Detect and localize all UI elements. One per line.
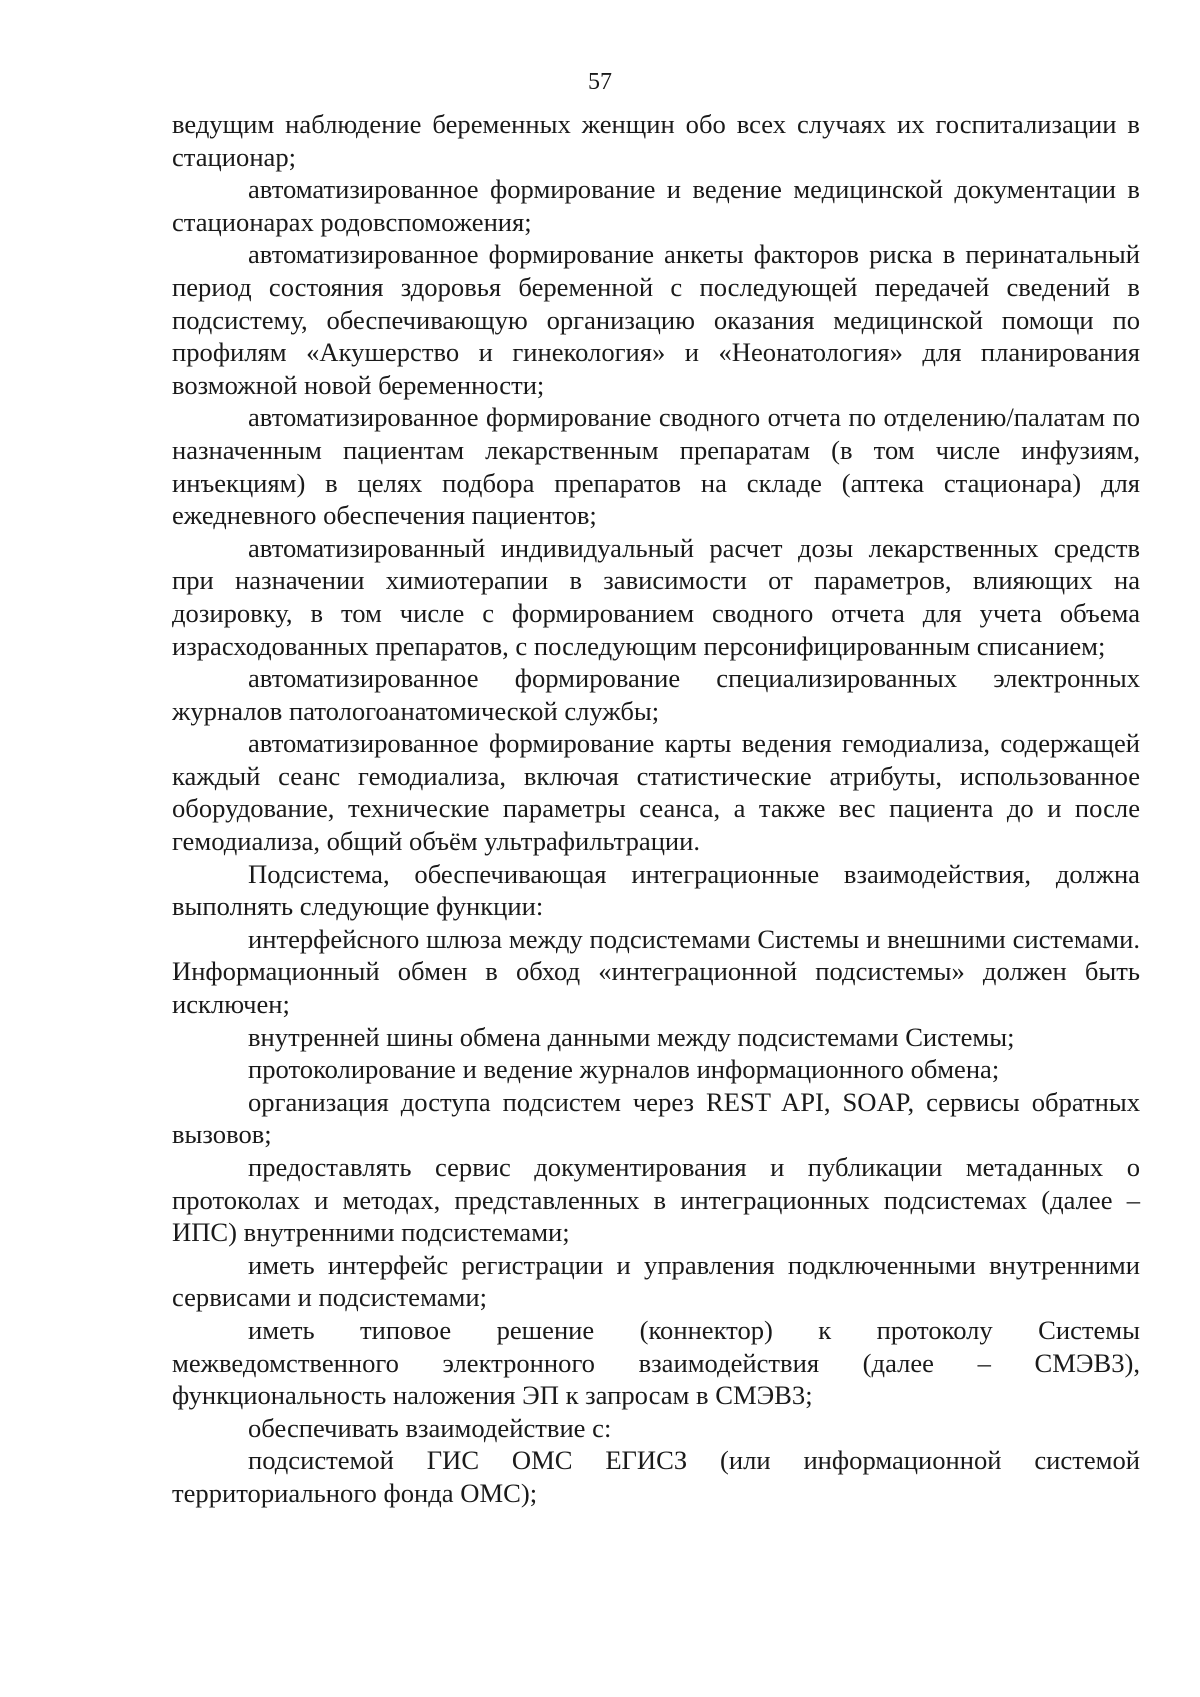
paragraph: интерфейсного шлюза между подсистемами Системы и внешними системами. Информационный обмен в обход «интеграционной подсистемы» должен быть исключен;: [172, 923, 1140, 1020]
page-number: 57: [588, 69, 612, 95]
paragraph: автоматизированное формирование и ведение медицинской документации в стационарах родовспоможения;: [172, 174, 1140, 237]
paragraph: внутренней шины обмена данными между подсистемами Системы;: [248, 1021, 1015, 1052]
paragraph: автоматизированный индивидуальный расчет дозы лекарственных средств при назначении химиотерапии в зависимости от параметров, влияющих на дозировку, в том числе с формированием сводного отчета для учета объема израсходованных препаратов, с последующим персонифицированным списанием;: [172, 532, 1140, 661]
paragraph-continuation: ведущим наблюдение беременных женщин обо всех случаях их госпитализации в стационар;: [172, 109, 1140, 172]
document-body: [172, 108, 1140, 1510]
paragraph: предоставлять сервис документирования и публикации метаданных о протоколах и методах, представленных в интеграционных подсистемах (далее – ИПС) внутренними подсистемами;: [172, 1152, 1140, 1248]
paragraph: автоматизированное формирование анкеты факторов риска в перинатальный период состояния здоровья беременной с последующей передачей сведений в подсистему, обеспечивающую организацию оказания медицинской помощи по профилям «Акушерство и гинекология» и «Неонатология» для планирования возможной новой беременности;: [172, 239, 1140, 400]
paragraph: протоколирование и ведение журналов информационного обмена;: [248, 1054, 1000, 1085]
paragraph: автоматизированное формирование карты ведения гемодиализа, содержащей каждый сеанс гемодиализа, включая статистические атрибуты, использованное оборудование, технические параметры сеанса, а также вес пациента до и после гемодиализа, общий объём ультрафильтрации.: [172, 728, 1140, 857]
paragraph: иметь типовое решение (коннектор) к протоколу Системы межведомственного электронного взаимодействия (далее – СМЭВ3), функциональность наложения ЭП к запросам в СМЭВ3;: [172, 1314, 1140, 1411]
paragraph: организация доступа подсистем через REST API, SOAP, сервисы обратных вызовов;: [172, 1086, 1140, 1150]
paragraph: подсистемой ГИС ОМС ЕГИСЗ (или информационной системой территориального фонда ОМС);: [172, 1445, 1140, 1508]
paragraph: обеспечивать взаимодействие с:: [248, 1412, 612, 1443]
paragraph: Подсистема, обеспечивающая интеграционные взаимодействия, должна выполнять следующие функции:: [172, 858, 1140, 922]
paragraph: автоматизированное формирование сводного отчета по отделению/палатам по назначенным пациентам лекарственным препаратам (в том числе инфузиям, инъекциям) в целях подбора препаратов на складе (аптека стационара) для ежедневного обеспечения пациентов;: [172, 402, 1140, 531]
paragraph: автоматизированное формирование специализированных электронных журналов патологоанатомической службы;: [172, 663, 1140, 726]
paragraph: иметь интерфейс регистрации и управления подключенными внутренними сервисами и подсистемами;: [172, 1249, 1140, 1313]
